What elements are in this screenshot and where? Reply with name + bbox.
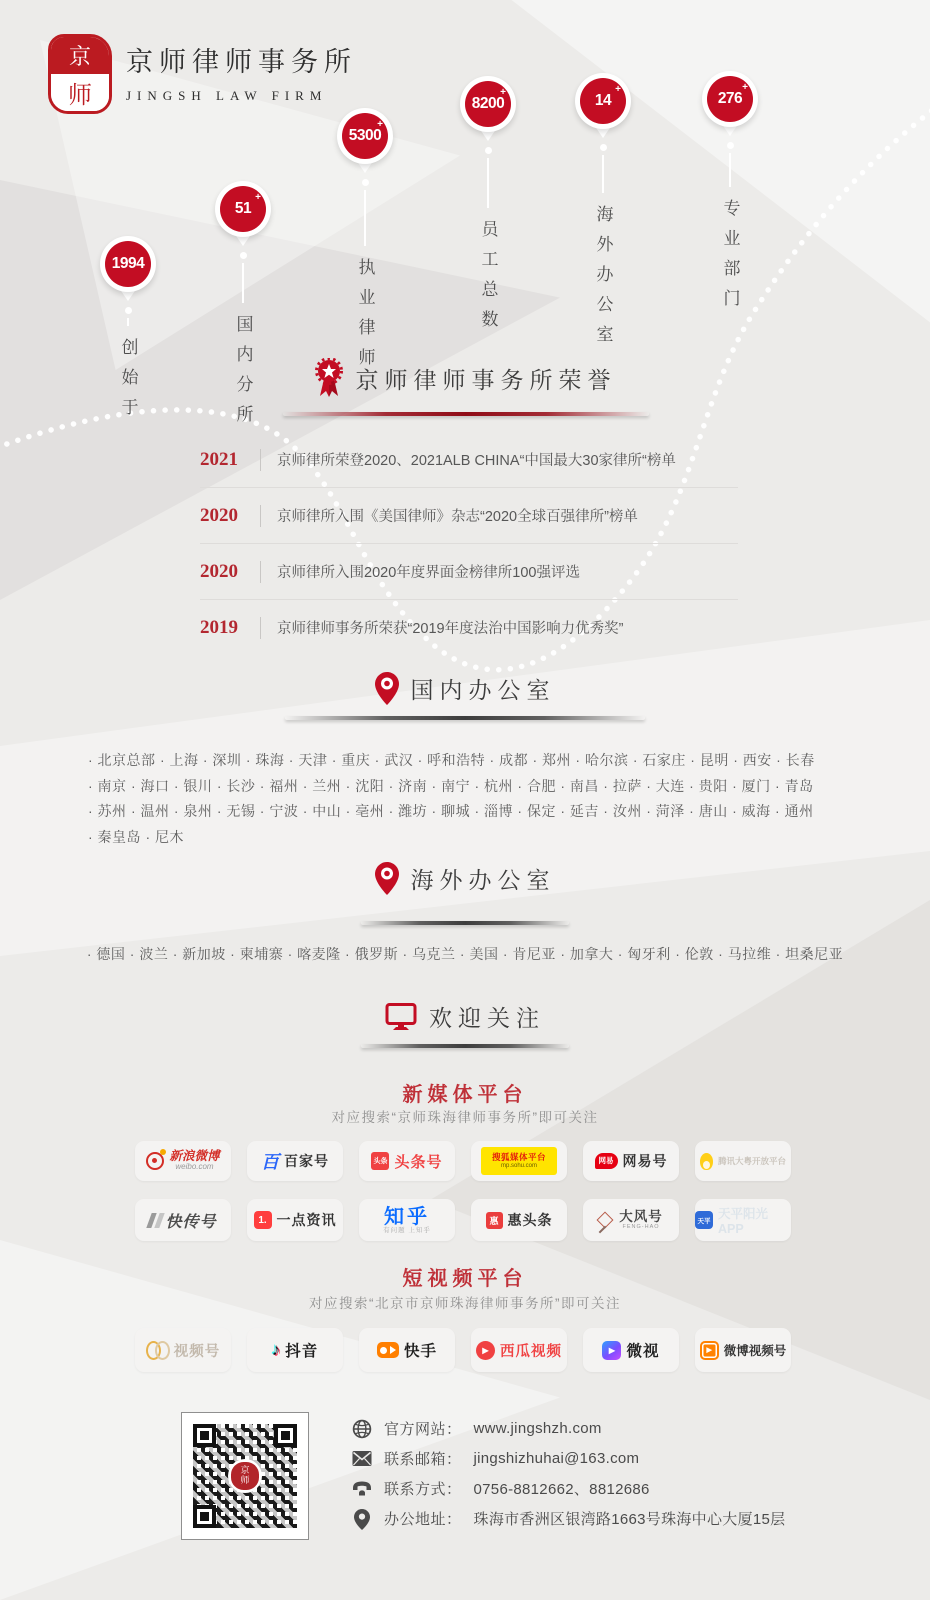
map-pin-marker bbox=[100, 236, 156, 302]
connector-dot bbox=[727, 142, 734, 149]
connector-dot bbox=[485, 147, 492, 154]
website-value: www.jingshzh.com bbox=[473, 1420, 602, 1437]
new-media-row-1 bbox=[135, 1141, 795, 1181]
netease-icon: 网易 bbox=[595, 1153, 618, 1169]
honor-year: 2020 bbox=[200, 560, 238, 582]
qr-center-seal bbox=[228, 1459, 262, 1493]
honor-row bbox=[200, 488, 738, 544]
globe-icon bbox=[352, 1419, 372, 1439]
divider bbox=[260, 505, 261, 527]
welcome-follow-heading bbox=[0, 1000, 930, 1033]
platform-sublabel: weibo.com bbox=[175, 1162, 214, 1172]
platform-douyin[interactable] bbox=[247, 1328, 343, 1372]
qr-pattern bbox=[193, 1424, 297, 1528]
platform-label: 抖音 bbox=[285, 1343, 319, 1360]
domestic-city-list bbox=[88, 748, 848, 850]
platform-label: 新浪微博 bbox=[169, 1148, 220, 1163]
connector-line bbox=[729, 153, 732, 187]
platform-kuaichuan[interactable] bbox=[135, 1199, 231, 1241]
platform-label: 网易号 bbox=[622, 1153, 668, 1169]
short-video-row bbox=[135, 1328, 795, 1372]
platform-label: 惠头条 bbox=[507, 1212, 553, 1228]
gray-divider bbox=[285, 716, 645, 720]
platform-sublabel: mp.sohu.com bbox=[500, 1162, 537, 1169]
milestone-label: 海外办公室 bbox=[592, 205, 613, 355]
milestone-overseas-offices bbox=[569, 73, 637, 355]
gray-divider bbox=[361, 1044, 569, 1048]
penguin-icon bbox=[700, 1153, 713, 1170]
website-label: 官方网站： bbox=[384, 1421, 462, 1438]
platform-toutiao[interactable] bbox=[359, 1141, 455, 1181]
envelope-icon bbox=[352, 1449, 372, 1469]
gray-divider bbox=[361, 921, 569, 925]
platform-label: 微博视频号 bbox=[723, 1344, 787, 1358]
platform-label: 微视 bbox=[626, 1343, 660, 1360]
seal-char-bottom: 师 bbox=[51, 74, 109, 111]
map-pin-marker bbox=[460, 76, 516, 142]
yidian-icon: 1. bbox=[254, 1211, 272, 1229]
new-media-title: 新媒体平台 bbox=[402, 1082, 528, 1106]
platform-label: 搜狐媒体平台 bbox=[491, 1152, 546, 1163]
new-media-row-2 bbox=[135, 1199, 795, 1241]
honor-year: 2020 bbox=[200, 504, 238, 526]
short-video-title: 短视频平台 bbox=[402, 1266, 528, 1290]
connector-dot bbox=[600, 144, 607, 151]
plus-badge: + bbox=[255, 192, 261, 203]
honor-text: 京师律所荣登2020、2021ALB CHINA“中国最大30家律所“榜单 bbox=[277, 453, 676, 469]
platform-sublabel: FENG-HAO bbox=[622, 1224, 660, 1231]
honor-year: 2019 bbox=[200, 616, 238, 638]
tianping-icon: 天平 bbox=[695, 1211, 713, 1229]
welcome-follow-title: 欢迎关注 bbox=[429, 1006, 545, 1032]
milestone-founded bbox=[94, 236, 162, 428]
platform-kuaishou[interactable] bbox=[359, 1328, 455, 1372]
platform-weibo-video[interactable] bbox=[695, 1328, 791, 1372]
firm-name-cn: 京师律师事务所 bbox=[126, 47, 357, 78]
seal-char-top: 京 bbox=[51, 37, 109, 74]
honors-title: 京师律师事务所荣誉 bbox=[355, 367, 617, 394]
milestone-label: 国内分所 bbox=[232, 315, 253, 435]
platform-xigua[interactable] bbox=[471, 1328, 567, 1372]
milestone-value: 14 bbox=[594, 92, 612, 109]
plus-badge: + bbox=[377, 119, 383, 130]
platform-dafeng[interactable] bbox=[583, 1199, 679, 1241]
milestone-departments bbox=[696, 71, 764, 319]
location-pin-icon bbox=[375, 672, 399, 705]
platform-sublabel: 有问题 上知乎 bbox=[383, 1227, 431, 1235]
phone-icon bbox=[352, 1479, 372, 1499]
firm-seal-logo bbox=[48, 34, 112, 114]
qr-code bbox=[181, 1412, 309, 1540]
kuaishou-camera-icon bbox=[377, 1342, 399, 1358]
rosette-medal-icon bbox=[314, 358, 344, 398]
qr-seal-char: 京 bbox=[240, 1466, 250, 1476]
qr-finder bbox=[274, 1424, 297, 1447]
channels-icon bbox=[146, 1341, 161, 1360]
phone-label: 联系方式： bbox=[384, 1481, 462, 1498]
platform-shipinhao[interactable] bbox=[135, 1328, 231, 1372]
contact-address-row bbox=[352, 1507, 785, 1530]
weishi-play-icon: ▶ bbox=[602, 1341, 621, 1360]
phone-value: 0756-8812662、8812686 bbox=[473, 1481, 650, 1498]
platform-weishi[interactable] bbox=[583, 1328, 679, 1372]
city-line: · 北京总部 · 上海 · 深圳 · 珠海 · 天津 · 重庆 · 武汉 · 呼和浩特 · 成都 · 郑州 · 哈尔滨 · 石家庄 · 昆明 · 西安 · 长春 bbox=[88, 752, 815, 768]
milestone-staff bbox=[454, 76, 522, 340]
qr-seal-char: 师 bbox=[240, 1476, 250, 1486]
honor-text: 京师律师事务所荣获“2019年度法治中国影响力优秀奖” bbox=[277, 621, 624, 637]
email-value: jingshizhuhai@163.com bbox=[473, 1450, 640, 1467]
kite-icon bbox=[597, 1212, 614, 1229]
platform-baijiahao[interactable] bbox=[247, 1141, 343, 1181]
platform-label: 一点资讯 bbox=[276, 1212, 337, 1228]
contact-website-row bbox=[352, 1417, 785, 1440]
platform-yidian[interactable] bbox=[247, 1199, 343, 1241]
milestone-value: 8200 bbox=[471, 95, 505, 112]
new-media-hint: 对应搜索“京师珠海律师事务所”即可关注 bbox=[331, 1110, 599, 1125]
contact-phone-row bbox=[352, 1477, 785, 1500]
map-pin-marker bbox=[215, 181, 271, 247]
map-pin-marker bbox=[702, 71, 758, 137]
milestone-value: 5300 bbox=[348, 127, 382, 144]
divider bbox=[260, 449, 261, 471]
milestone-label: 创始于 bbox=[117, 338, 138, 428]
honors-list bbox=[200, 432, 738, 655]
firm-name-en: JINGSH LAW FIRM bbox=[126, 88, 328, 103]
milestone-label: 专业部门 bbox=[719, 199, 740, 319]
milestone-value: 51 bbox=[234, 200, 252, 217]
honors-heading bbox=[0, 358, 930, 398]
platform-label: 快传号 bbox=[165, 1213, 217, 1231]
domestic-offices-heading bbox=[0, 672, 930, 705]
honor-row bbox=[200, 544, 738, 600]
xigua-play-icon: ▶ bbox=[476, 1341, 495, 1360]
divider bbox=[260, 617, 261, 639]
connector-dot bbox=[125, 307, 132, 314]
platform-netease[interactable] bbox=[583, 1141, 679, 1181]
platform-label: 西瓜视频 bbox=[500, 1343, 562, 1360]
platform-label: 头条号 bbox=[394, 1153, 443, 1171]
platform-label: 天平阳光APP bbox=[718, 1207, 769, 1236]
platform-label: 知乎 bbox=[384, 1204, 430, 1229]
city-line: · 南京 · 海口 · 银川 · 长沙 · 福州 · 兰州 · 沈阳 · 济南 · 南宁 · 杭州 · 合肥 · 南昌 · 拉萨 · 大连 · 贵阳 · 厦门 · 青岛 bbox=[88, 777, 814, 794]
plus-badge: + bbox=[500, 87, 506, 98]
short-video-hint: 对应搜索“北京市京师珠海律师事务所”即可关注 bbox=[309, 1296, 621, 1311]
platform-label: 百家号 bbox=[284, 1153, 329, 1169]
honor-row bbox=[200, 600, 738, 655]
qr-finder bbox=[193, 1424, 216, 1447]
address-value: 珠海市香洲区银湾路1663号珠海中心大厦15层 bbox=[473, 1511, 786, 1528]
honor-row bbox=[200, 432, 738, 488]
honor-text: 京师律所入围《美国律师》杂志“2020全球百强律所”榜单 bbox=[277, 509, 638, 525]
overseas-offices-title: 海外办公室 bbox=[410, 868, 556, 894]
milestone-value: 1994 bbox=[111, 255, 145, 272]
baijiahao-icon: 百 bbox=[261, 1152, 279, 1173]
platform-label: 视频号 bbox=[173, 1343, 221, 1360]
overseas-offices-heading bbox=[0, 862, 930, 895]
firm-logo bbox=[48, 34, 357, 114]
honor-year: 2021 bbox=[200, 448, 238, 470]
milestone-lawyers bbox=[331, 108, 399, 378]
connector-line bbox=[127, 318, 130, 326]
platform-tianping[interactable] bbox=[695, 1199, 791, 1241]
city-line: · 秦皇岛 · 尼木 bbox=[88, 828, 184, 845]
overseas-country-list: · 德国 · 波兰 · 新加坡 · 柬埔寨 · 喀麦隆 · 俄罗斯 · 乌克兰 · 美国 · 肯尼亚 · 加拿大 · 匈牙利 · 伦敦 · 马拉维 · 坦桑尼亚 bbox=[86, 946, 844, 962]
address-label: 办公地址： bbox=[384, 1511, 462, 1528]
connector-dot bbox=[240, 252, 247, 259]
plus-badge: + bbox=[742, 82, 748, 93]
city-line: · 苏州 · 温州 · 泉州 · 无锡 · 宁波 · 中山 · 亳州 · 潍坊 · 聊城 · 淄博 · 保定 · 延吉 · 汝州 · 菏泽 · 唐山 · 威海 · 通州 bbox=[88, 803, 814, 819]
platform-label: 腾讯大粤开放平台 bbox=[717, 1156, 786, 1166]
platform-label: 大风号 bbox=[619, 1208, 663, 1224]
address-pin-icon bbox=[352, 1509, 372, 1529]
platform-zhihu[interactable] bbox=[359, 1199, 455, 1241]
honor-text: 京师律所入围2020年度界面金榜律所100强评选 bbox=[277, 565, 580, 581]
monitor-icon bbox=[385, 1003, 417, 1031]
milestone-label: 执业律师 bbox=[354, 258, 375, 378]
platform-huitoutiao[interactable] bbox=[471, 1199, 567, 1241]
platform-weibo[interactable] bbox=[135, 1141, 231, 1181]
stripe-icon bbox=[147, 1213, 157, 1228]
qr-finder bbox=[193, 1505, 216, 1528]
divider bbox=[260, 561, 261, 583]
douyin-note-icon: ♪ bbox=[271, 1340, 281, 1359]
connector-line bbox=[602, 155, 605, 193]
connector-line bbox=[242, 263, 245, 303]
plus-badge: + bbox=[615, 84, 621, 95]
platform-tencent-open[interactable] bbox=[695, 1141, 791, 1181]
email-label: 联系邮箱： bbox=[384, 1451, 462, 1468]
contact-email-row bbox=[352, 1447, 785, 1470]
map-pin-marker bbox=[337, 108, 393, 174]
connector-line bbox=[487, 158, 490, 208]
connector-dot bbox=[362, 179, 369, 186]
connector-line bbox=[364, 190, 367, 246]
platform-label: 快手 bbox=[403, 1343, 437, 1360]
milestone-label: 员工总数 bbox=[477, 220, 498, 340]
weibo-video-play-icon: ▶ bbox=[700, 1341, 719, 1360]
red-divider bbox=[283, 412, 649, 416]
domestic-offices-title: 国内办公室 bbox=[410, 678, 556, 704]
map-pin-marker bbox=[575, 73, 631, 139]
weibo-eye-icon bbox=[146, 1152, 164, 1170]
platform-sohu[interactable] bbox=[471, 1141, 567, 1181]
huitoutiao-icon: 惠 bbox=[486, 1212, 503, 1229]
toutiao-icon: 头条 bbox=[371, 1152, 389, 1170]
location-pin-icon bbox=[375, 862, 399, 895]
sohu-media-icon bbox=[481, 1147, 557, 1175]
contact-info bbox=[352, 1417, 785, 1530]
milestone-value: 276 bbox=[717, 90, 743, 107]
